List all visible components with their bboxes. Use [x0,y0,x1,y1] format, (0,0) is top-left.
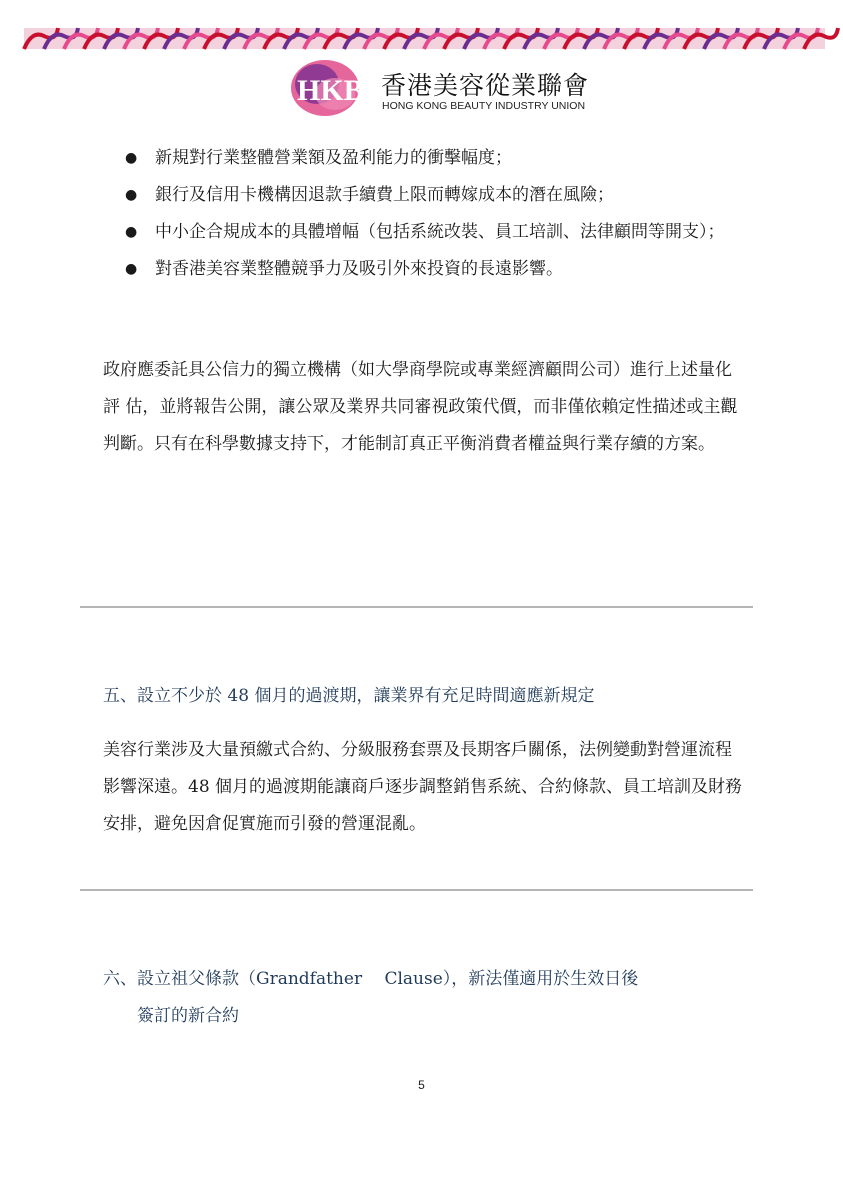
section-divider [80,889,753,891]
list-item [125,251,735,288]
decorative-banner [24,28,825,49]
bullet-icon: ● [125,150,138,166]
list-item [125,140,735,177]
section-divider [80,606,753,608]
section-6-heading-line2: 簽訂的新合約 [137,1006,239,1026]
banner-pattern-icon [24,28,825,49]
assessment-paragraph: 政府應委託具公信力的獨立機構（如大學商學院或專業經濟顧問公司）進行上述量化評 估，並將報告公開，讓公眾及業界共同審視政策代價，而非僅依賴定性描述或主觀判斷。只有在科學數據支持下，才能制訂真正平衡消費者權益與行業存續的方案。 [103,360,738,454]
beauty-union-emblem-icon [287,58,398,118]
list-item [125,214,735,251]
page-number: 5 [418,1078,425,1092]
org-name-zh: 香港美容從業聯會 [381,71,590,100]
logo-mark-text: HKBIU [297,74,398,107]
list-item-text: 銀行及信用卡機構因退款手續費上限而轉嫁成本的潛在風險； [155,185,614,205]
list-item-text: 新規對行業整體營業額及盈利能力的衝擊幅度； [155,148,512,168]
section-5-heading: 五、設立不少於 48 個月的過渡期，讓業界有充足時間適應新規定 [103,686,595,706]
bullet-icon: ● [125,224,138,240]
bullet-icon: ● [125,261,138,277]
list-item-text: 中小企合規成本的具體增幅（包括系統改裝、員工培訓、法律顧問等開支）； [155,222,725,242]
section-6-heading-line1: 六、設立祖父條款（Grandfather Clause），新法僅適用於生效日後 [103,969,639,989]
org-logo [287,58,590,118]
section-5-body: 美容行業涉及大量預繳式合約、分級服務套票及長期客戶關係，法例變動對營運流程影響深遠。48 個月的過渡期能讓商戶逐步調整銷售系統、合約條款、員工培訓及財務安排，避免因倉促實施而引發的營運混亂。 [103,740,743,834]
list-item [125,177,735,214]
org-name-en: HONG KONG BEAUTY INDUSTRY UNION [382,100,586,112]
bullet-icon: ● [125,187,138,203]
section-6-heading [103,961,743,1035]
list-item-text: 對香港美容業整體競爭力及吸引外來投資的長遠影響。 [155,259,563,279]
impact-assessment-list [125,140,735,288]
